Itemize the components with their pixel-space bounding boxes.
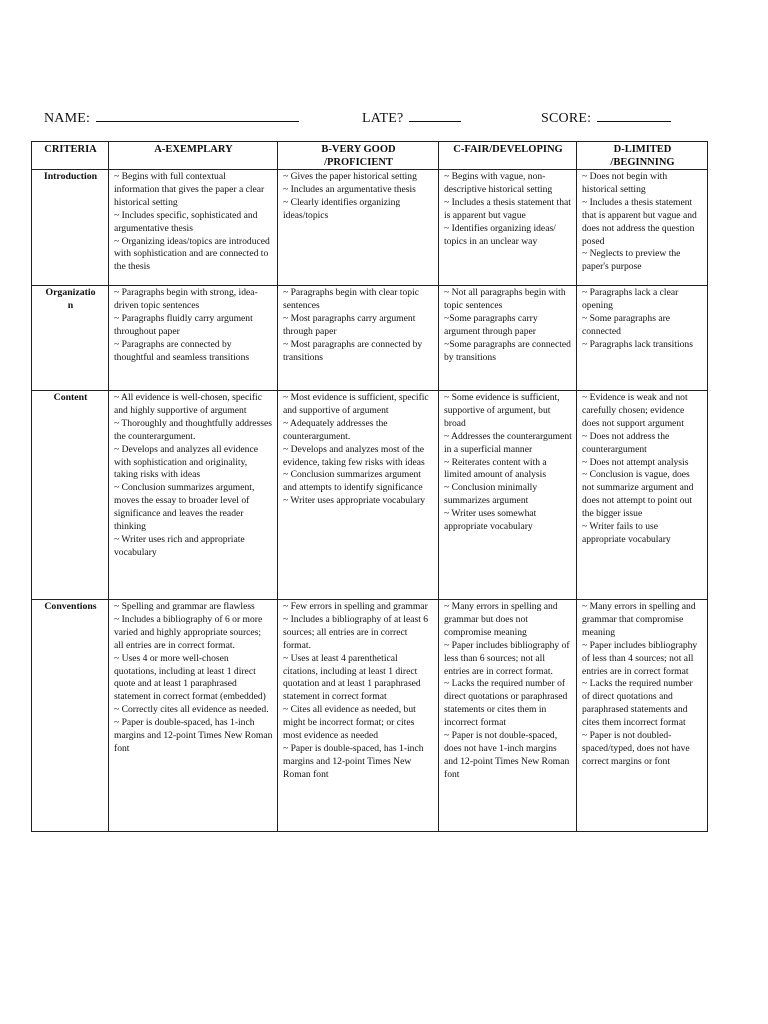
descriptor-item: ~ Paragraphs are connected by thoughtful and seamless transitions <box>114 338 250 363</box>
descriptor-item: ~ Evidence is weak and not carefully chosen; evidence does not support argument <box>582 392 688 429</box>
rubric-cell-a-exemplary <box>109 170 278 286</box>
name-field[interactable] <box>44 108 299 127</box>
criteria-label: Organizatio n <box>32 286 109 391</box>
descriptor-item: ~ Identifies organizing ideas/ topics in an unclear way <box>444 222 556 247</box>
descriptor-item: ~ Thoroughly and thoughtfully addresses the counterargument. <box>114 417 272 442</box>
descriptor-item: ~ Most evidence is sufficient, specific and supportive of argument <box>283 392 429 416</box>
descriptor-item: ~ Organizing ideas/topics are introduced with sophistication and are connected to the thesis <box>114 235 270 273</box>
late-label: LATE? <box>362 111 404 126</box>
descriptor-item: ~ Some evidence is sufficient, supportive of argument, but broad <box>444 392 560 429</box>
descriptor-item: ~ Cites all evidence as needed, but might be incorrect format; or cites most evidence as needed <box>283 704 416 742</box>
criteria-label: Introduction <box>32 170 109 286</box>
descriptor-item: ~ Gives the paper historical setting <box>283 171 417 182</box>
descriptor-item: ~ Paper includes bibliography of less than 4 sources; not all entries are in correct format <box>582 639 698 677</box>
descriptor-item: ~ Paper is not double-spaced, does not have 1-inch margins and 12-point Times New Roman font <box>444 730 570 780</box>
rubric-cell-d-beginning <box>577 170 708 286</box>
descriptor-item: ~ Conclusion summarizes argument, moves the essay to broader level of significance and leaves the reader thinking <box>114 482 255 533</box>
descriptor-item: ~ Paper is double-spaced, has 1-inch margins and 12-point Times New Roman font <box>114 717 273 754</box>
descriptor-item: ~ Conclusion is vague, does not summarize argument and does not attempt to point out the bigger issue <box>582 469 694 520</box>
late-blank-line[interactable] <box>409 108 461 122</box>
descriptor-item: ~ Includes a bibliography of 6 or more varied and highly appropriate sources; all entries are in correct format. <box>114 613 263 651</box>
descriptor-item: ~ Includes a thesis statement that is apparent but vague <box>444 196 571 221</box>
rubric-row <box>32 286 708 391</box>
score-label: SCORE: <box>541 111 592 126</box>
descriptor-item: ~Some paragraphs carry argument through paper <box>444 312 538 337</box>
descriptor-item: ~ Begins with vague, non-descriptive historical setting <box>444 171 553 195</box>
rubric-cell-c-developing <box>439 391 577 600</box>
rubric-cell-c-developing <box>439 600 577 832</box>
descriptor-item: ~ Includes an argumentative thesis <box>283 183 416 195</box>
rubric-cell-c-developing <box>439 170 577 286</box>
student-info-header <box>44 108 704 128</box>
column-header-a-exemplary: A-EXEMPLARY <box>109 142 278 170</box>
descriptor-item: ~ Does not begin with historical setting <box>582 171 668 195</box>
descriptor-item: ~ Develops and analyzes most of the evidence, taking few risks with ideas <box>283 443 425 468</box>
column-header-c-developing: C-FAIR/DEVELOPING <box>439 142 577 170</box>
descriptor-item: ~Some paragraphs are connected by transitions <box>444 338 571 363</box>
descriptor-item: ~ Most paragraphs carry argument through paper <box>283 312 416 337</box>
descriptor-item: ~ Few errors in spelling and grammar <box>283 601 428 612</box>
criteria-label: Conventions <box>32 600 109 832</box>
descriptor-item: ~ Reiterates content with a limited amount of analysis <box>444 456 547 481</box>
rubric-row <box>32 170 708 286</box>
descriptor-item: ~ Begins with full contextual information that gives the paper a clear historical setting <box>114 171 265 208</box>
descriptor-item: ~ Many errors in spelling and grammar that compromise meaning <box>582 601 696 638</box>
rubric-cell-d-beginning <box>577 600 708 832</box>
descriptor-item: ~ Many errors in spelling and grammar but does not compromise meaning <box>444 601 558 638</box>
descriptor-item: ~ Some paragraphs are connected <box>582 312 671 337</box>
descriptor-item: ~ Not all paragraphs begin with topic sentences <box>444 287 566 311</box>
descriptor-item: ~ Paragraphs lack a clear opening <box>582 287 679 311</box>
descriptor-item: ~ Neglects to preview the paper's purpose <box>582 248 681 273</box>
rubric-cell-b-proficient <box>278 286 439 391</box>
descriptor-item: ~ Paragraphs begin with strong, idea-driven topic sentences <box>114 287 258 311</box>
descriptor-item: ~ Uses at least 4 parenthetical citations, including at least 1 direct quotation and at least 1 paraphrased statement in correct format <box>283 652 421 703</box>
descriptor-item: ~ Paragraphs begin with clear topic sentences <box>283 287 419 311</box>
descriptor-item: ~ Most paragraphs are connected by transitions <box>283 338 423 363</box>
rubric-cell-a-exemplary <box>109 391 278 600</box>
descriptor-item: ~ Writer uses appropriate vocabulary <box>283 495 426 507</box>
column-header-criteria: CRITERIA <box>32 142 109 170</box>
rubric-header-row <box>32 142 708 170</box>
descriptor-item: ~ Lacks the required number of direct quotations or paraphrased statements or cites them in incorrect format <box>444 678 568 729</box>
name-label: NAME: <box>44 111 91 126</box>
descriptor-item: ~ Includes a bibliography of at least 6 sources; all entries are in correct format. <box>283 613 429 651</box>
rubric-table <box>31 141 708 832</box>
descriptor-item: ~ Does not attempt analysis <box>582 456 689 468</box>
descriptor-item: ~ Adequately addresses the counterargument. <box>283 417 388 442</box>
rubric-cell-c-developing <box>439 286 577 391</box>
descriptor-item: ~ Paper is not doubled-spaced/typed, does not have correct margins or font <box>582 730 690 767</box>
column-header-b-proficient: B-VERY GOOD /PROFICIENT <box>278 142 439 170</box>
rubric-cell-b-proficient <box>278 170 439 286</box>
rubric-cell-b-proficient <box>278 600 439 832</box>
criteria-label: Content <box>32 391 109 600</box>
descriptor-item: ~ Paragraphs lack transitions <box>582 338 693 350</box>
column-header-d-beginning: D-LIMITED /BEGINNING <box>577 142 708 170</box>
descriptor-item: ~ Paper includes bibliography of less than 6 sources; not all entries are in correct format. <box>444 639 570 677</box>
descriptor-item: ~ Conclusion minimally summarizes argument <box>444 482 538 507</box>
rubric-row <box>32 391 708 600</box>
descriptor-item: ~ Includes a thesis statement that is apparent but vague and does not address the question posed <box>582 196 697 247</box>
score-blank-line[interactable] <box>597 108 671 122</box>
descriptor-item: ~ Develops and analyzes all evidence with sophistication and originality, taking risks with ideas <box>114 443 258 481</box>
descriptor-item: ~ Paper is double-spaced, has 1-inch margins and 12-point Times New Roman font <box>283 742 424 780</box>
late-field[interactable] <box>362 108 461 127</box>
descriptor-item: ~ Correctly cites all evidence as needed. <box>114 704 269 716</box>
descriptor-item: ~ Clearly identifies organizing ideas/topics <box>283 196 401 221</box>
descriptor-item: ~ Writer fails to use appropriate vocabulary <box>582 521 671 545</box>
descriptor-item: ~ Conclusion summarizes argument and attempts to identify significance <box>283 469 423 494</box>
rubric-cell-d-beginning <box>577 286 708 391</box>
descriptor-item: ~ All evidence is well-chosen, specific and highly supportive of argument <box>114 392 262 416</box>
rubric-cell-b-proficient <box>278 391 439 600</box>
descriptor-item: ~ Does not address the counterargument <box>582 430 670 455</box>
descriptor-item: ~ Lacks the required number of direct quotations and paraphrased statements and cites them incorrect format <box>582 678 693 729</box>
descriptor-item: ~ Paragraphs fluidly carry argument throughout paper <box>114 312 253 337</box>
rubric-cell-a-exemplary <box>109 600 278 832</box>
rubric-row <box>32 600 708 832</box>
rubric-cell-d-beginning <box>577 391 708 600</box>
name-blank-line[interactable] <box>96 108 299 122</box>
score-field[interactable] <box>541 108 671 127</box>
descriptor-item: ~ Addresses the counterargument in a superficial manner <box>444 430 572 455</box>
descriptor-item: ~ Spelling and grammar are flawless <box>114 601 255 612</box>
descriptor-item: ~ Includes specific, sophisticated and argumentative thesis <box>114 209 258 234</box>
descriptor-item: ~ Uses 4 or more well-chosen quotations, including at least 1 direct quote and at least 1 paraphrased statement in correct format (embedded) <box>114 652 266 703</box>
descriptor-item: ~ Writer uses rich and appropriate vocabulary <box>114 533 245 558</box>
rubric-cell-a-exemplary <box>109 286 278 391</box>
descriptor-item: ~ Writer uses somewhat appropriate vocabulary <box>444 508 537 533</box>
